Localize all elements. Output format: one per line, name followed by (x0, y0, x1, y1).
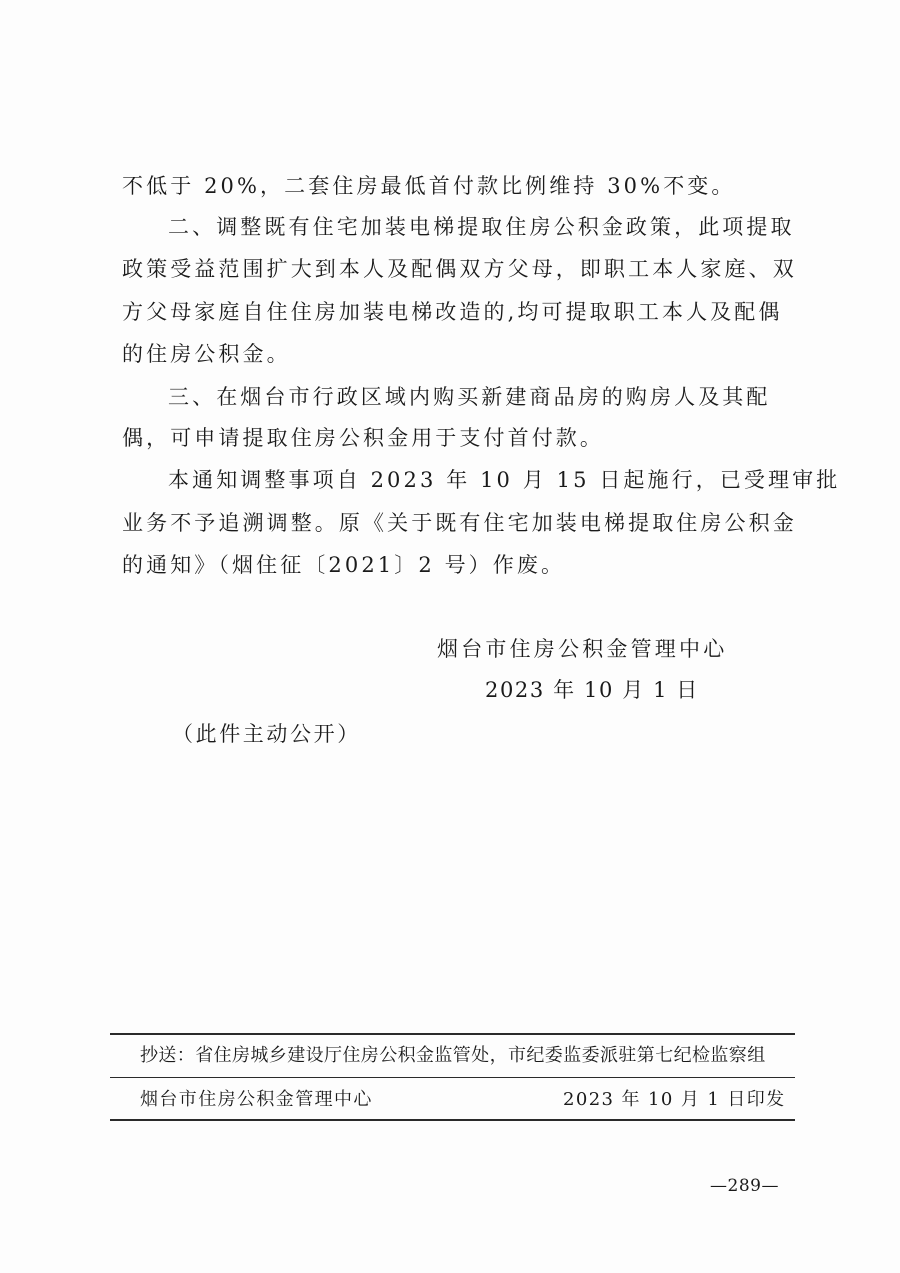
body-line-6: 三、在烟台市行政区域内购买新建商品房的购房人及其配 (168, 385, 771, 409)
body-line-3: 政策受益范围扩大到本人及配偶双方父母，即职工本人家庭、双 (122, 257, 797, 281)
issue-date: 2023 年 10 月 1 日印发 (563, 1089, 786, 1110)
issuer-name: 烟台市住房公积金管理中心 (140, 1089, 373, 1110)
body-line-4: 方父母家庭自住住房加装电梯改造的,均可提取职工本人及配偶 (122, 300, 783, 324)
body-line-7: 偶，可申请提取住房公积金用于支付首付款。 (122, 426, 604, 450)
cc-list: 抄送：省住房城乡建设厅住房公积金监管处，市纪委监委派驻第七纪检监察组 (140, 1045, 766, 1066)
signature-org: 烟台市住房公积金管理中心 (437, 637, 728, 661)
footer-rule-top (110, 1033, 795, 1035)
public-disclosure-note: （此件主动公开） (172, 722, 361, 746)
body-line-5: 的住房公积金。 (122, 342, 291, 366)
body-line-10: 的通知》（烟住征〔2021〕2 号）作废。 (122, 553, 566, 577)
footer-rule-bottom (110, 1119, 795, 1121)
body-line-2: 二、调整既有住宅加装电梯提取住房公积金政策，此项提取 (168, 215, 795, 239)
signature-date: 2023 年 10 月 1 日 (485, 678, 699, 702)
body-line-1: 不低于 20%，二套住房最低首付款比例维持 30%不变。 (122, 174, 736, 198)
page-number: —289— (710, 1176, 779, 1196)
footer-rule-middle (110, 1077, 795, 1078)
body-line-8: 本通知调整事项自 2023 年 10 月 15 日起施行，已受理审批 (168, 468, 841, 492)
body-line-9: 业务不予追溯调整。原《关于既有住宅加装电梯提取住房公积金 (122, 511, 797, 535)
